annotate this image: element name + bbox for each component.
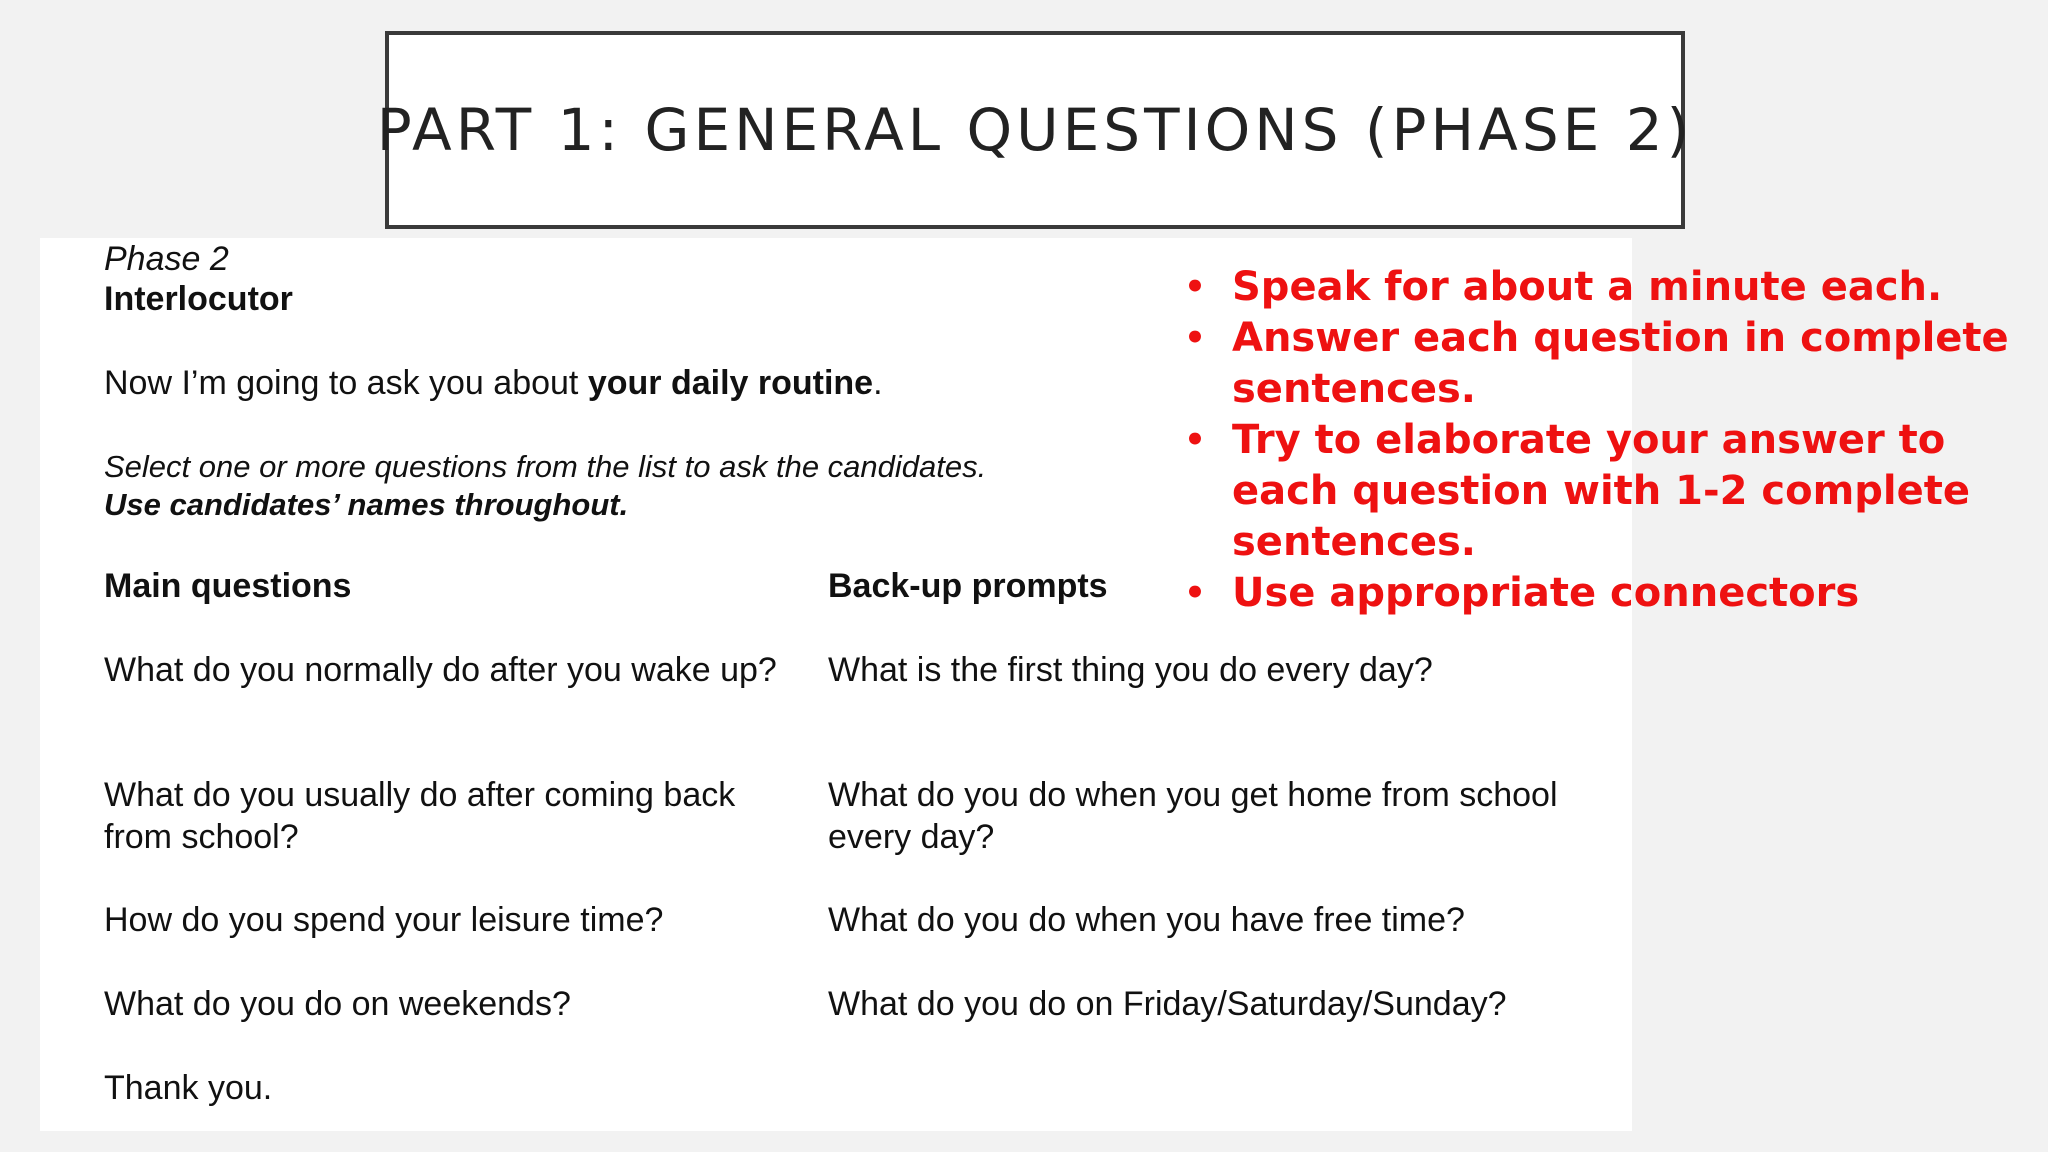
intro-prefix: Now I’m going to ask you about [104, 364, 588, 402]
backup-prompt-2: What do you do when you get home from school every day? [828, 776, 1558, 856]
closing-line: Thank you. [104, 1069, 273, 1107]
main-question-2: What do you usually do after coming back from school? [104, 776, 736, 856]
speaking-tips-list [1180, 262, 2020, 619]
slide-title: PART 1: GENERAL QUESTIONS (PHASE 2) [376, 96, 1694, 164]
backup-prompt-4: What do you do on Friday/Saturday/Sunday? [828, 985, 1507, 1023]
main-question-1: What do you normally do after you wake up? [104, 651, 777, 689]
tip-item [1180, 313, 2020, 415]
main-question-3: How do you spend your leisure time? [104, 901, 664, 939]
role-label: Interlocutor [104, 280, 293, 318]
phase-label: Phase 2 [104, 240, 229, 278]
slide-title-box [376, 31, 1694, 229]
main-questions-header: Main questions [104, 567, 352, 605]
backup-prompts-header: Back-up prompts [828, 567, 1108, 605]
tip-item [1180, 415, 2020, 568]
backup-prompt-3: What do you do when you have free time? [828, 901, 1465, 939]
intro-suffix: . [873, 364, 883, 402]
tip-text: Speak for about a minute each. [1232, 264, 1943, 310]
bullet-icon: • [1184, 420, 1206, 460]
backup-prompt-1: What is the first thing you do every day? [828, 651, 1433, 689]
tip-item [1180, 262, 2020, 313]
bullet-icon: • [1184, 573, 1206, 613]
tip-text: Answer each question in complete sentences. [1232, 315, 2009, 412]
bullet-icon: • [1184, 267, 1206, 307]
main-question-4: What do you do on weekends? [104, 985, 571, 1023]
bullet-icon: • [1184, 318, 1206, 358]
instruction-text: Select one or more questions from the list to ask the candidates. [104, 449, 987, 484]
tip-item [1180, 568, 2020, 619]
intro-line [104, 362, 883, 404]
instruction-bold-text: Use candidates’ names throughout. [104, 487, 629, 522]
tip-text: Use appropriate connectors [1232, 570, 1860, 616]
tip-text: Try to elaborate your answer to each question with 1-2 complete sentences. [1232, 417, 1970, 565]
intro-topic: your daily routine [587, 364, 874, 402]
